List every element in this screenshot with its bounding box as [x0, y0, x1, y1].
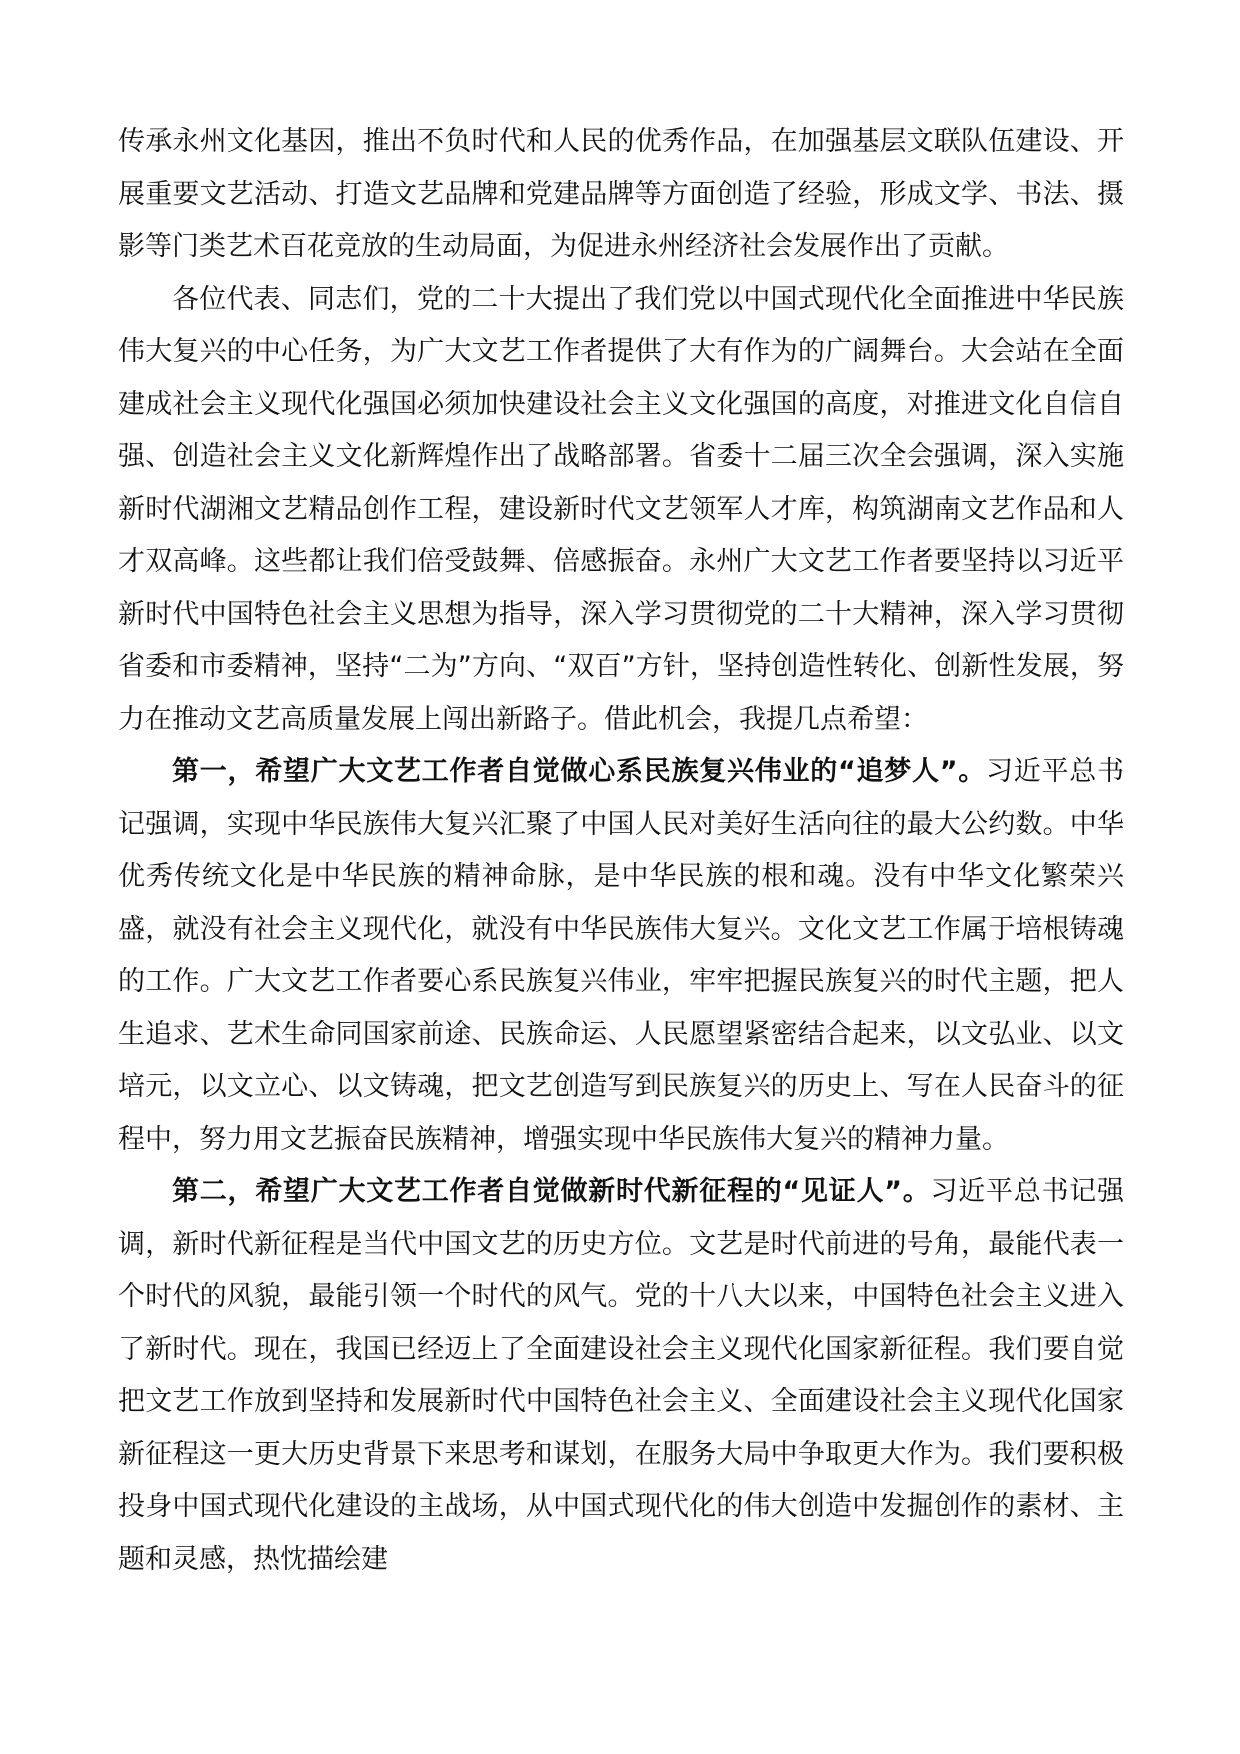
paragraph-hope-first — [118, 746, 1124, 1166]
paragraph-text: 习近平总书记强调，新时代新征程是当代中国文艺的历史方位。文艺是时代前进的号角，最能代表一个时代的风貌，最能引领一个时代的风气。党的十八大以来，中国特色社会主义进入了新时代。现在，我国已经迈上了全面建设社会主义现代化国家新征程。我们要自觉把文艺工作放到坚持和发展新时代中国特色社会主义、全面建设社会主义现代化国家新征程这一更大历史背景下来思考和谋划，在服务大局中争取更大作为。我们要积极投身中国式现代化建设的主战场，从中国式现代化的伟大创造中发掘创作的素材、主题和灵感，热忱描绘建 — [118, 1176, 1124, 1575]
paragraph-hope-second — [118, 1166, 1124, 1586]
paragraph-party-congress — [118, 274, 1124, 747]
paragraph-continued-achievements — [118, 116, 1124, 274]
paragraph-text: 各位代表、同志们，党的二十大提出了我们党以中国式现代化全面推进中华民族伟大复兴的中心任务，为广大文艺工作者提供了大有作为的广阔舞台。大会站在全面建成社会主义现代化强国必须加快建设社会主义文化强国的高度，对推进文化自信自强、创造社会主义文化新辉煌作出了战略部署。省委十二届三次全会强调，深入实施新时代湖湘文艺精品创作工程，建设新时代文艺领军人才库，构筑湖南文艺作品和人才双高峰。这些都让我们倍受鼓舞、倍感振奋。永州广大文艺工作者要坚持以习近平新时代中国特色社会主义思想为指导，深入学习贯彻党的二十大精神，深入学习贯彻省委和市委精神，坚持“二为”方向、“双百”方针，坚持创造性转化、创新性发展，努力在推动文艺高质量发展上闯出新路子。借此机会，我提几点希望： — [118, 283, 1124, 735]
paragraph-heading: 第一，希望广大文艺工作者自觉做心系民族复兴伟业的“追梦人”。 — [172, 756, 986, 787]
document-page — [118, 116, 1124, 1586]
paragraph-text: 传承永州文化基因，推出不负时代和人民的优秀作品，在加强基层文联队伍建设、开展重要文艺活动、打造文艺品牌和党建品牌等方面创造了经验，形成文学、书法、摄影等门类艺术百花竞放的生动局面，为促进永州经济社会发展作出了贡献。 — [118, 126, 1124, 262]
paragraph-heading: 第二，希望广大文艺工作者自觉做新时代新征程的“见证人”。 — [172, 1176, 931, 1207]
paragraph-text: 习近平总书记强调，实现中华民族伟大复兴汇聚了中国人民对美好生活向往的最大公约数。中华优秀传统文化是中华民族的精神命脉，是中华民族的根和魂。没有中华文化繁荣兴盛，就没有社会主义现代化，就没有中华民族伟大复兴。文化文艺工作属于培根铸魂的工作。广大文艺工作者要心系民族复兴伟业，牢牢把握民族复兴的时代主题，把人生追求、艺术生命同国家前途、民族命运、人民愿望紧密结合起来，以文弘业、以文培元，以文立心、以文铸魂，把文艺创造写到民族复兴的历史上、写在人民奋斗的征程中，努力用文艺振奋民族精神，增强实现中华民族伟大复兴的精神力量。 — [118, 756, 1124, 1155]
